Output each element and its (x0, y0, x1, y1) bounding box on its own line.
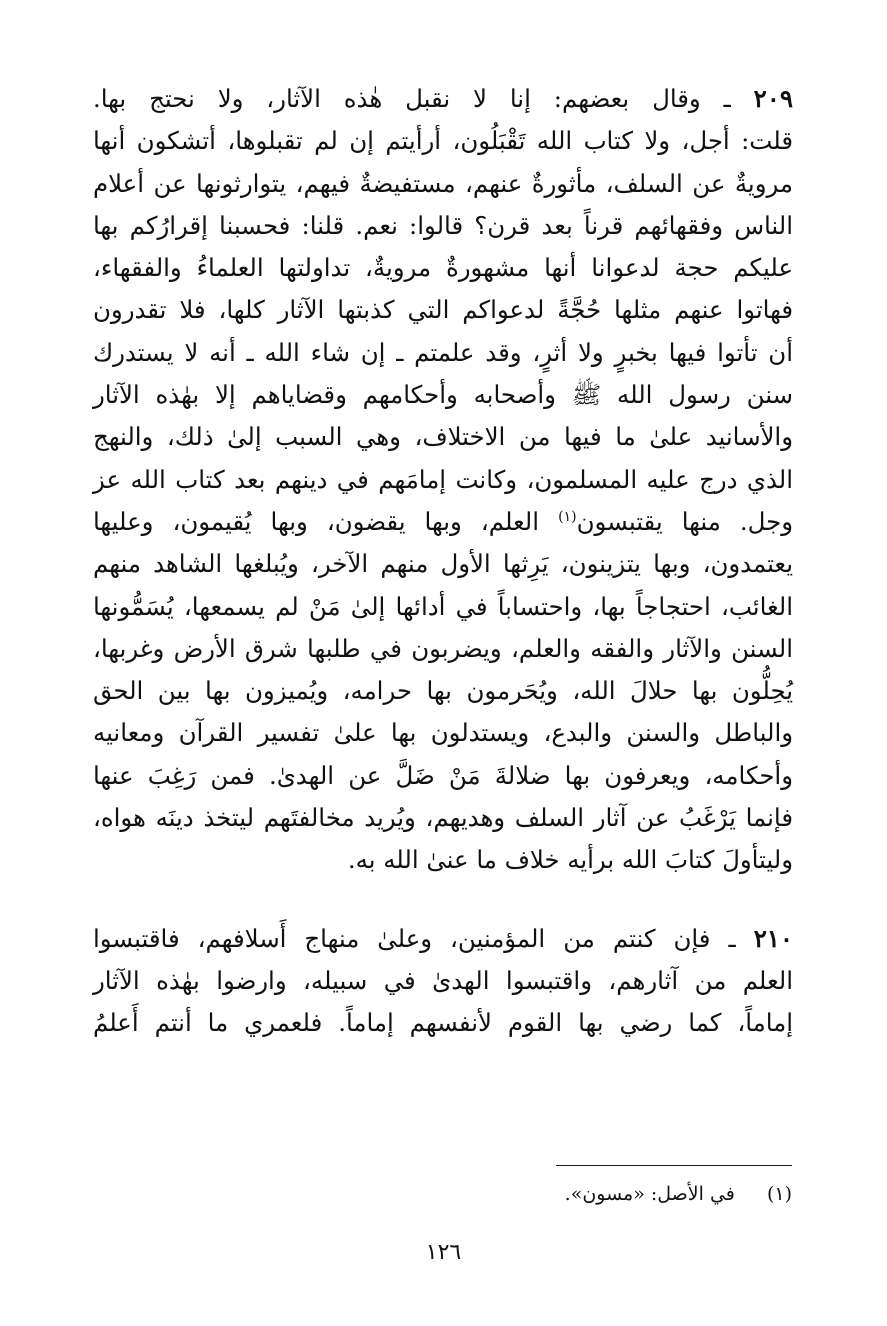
paragraph-209 (93, 78, 793, 882)
paragraph-number: ٢١٠ (753, 923, 793, 953)
text-line: فهاتوا عنهم مثلها حُجَّةً لدعواكم التي كذبتها الآثار كلها، فلا تقدرون (93, 295, 793, 325)
text-line: أن تأتوا فيها بخبرٍ ولا أثرٍ، وقد علمتم ـ إن شاء الله ـ أنه لا يستدرك (93, 337, 793, 367)
text-line: يُحِلُّون بها حلالَ الله، ويُحَرمون بها حرامه، ويُميزون بها بين الحق (93, 676, 793, 706)
text-line: الذي درج عليه المسلمون، وكانت إمامَهم في دينهم بعد كتاب الله عز (93, 464, 793, 494)
text-line: فإنما يَرْغَبُ عن آثار السلف وهديهم، ويُريد مخالفتَهم ليتخذ دينَه هواه، (93, 803, 793, 833)
text-line: وأحكامه، ويعرفون بها ضلالةَ مَنْ ضَلَّ عن الهدىٰ. فمن رَغِبَ عنها (93, 760, 793, 790)
paragraph-gap (93, 882, 793, 918)
text-line: سنن رسول الله ﷺ وأصحابه وأحكامهم وقضاياهم إلا بهٰذه الآثار (93, 380, 793, 410)
footnote-marker: (١) (766, 1183, 792, 1205)
text-line: وجل. منها يقتبسون$^{(١)}$ العلم، وبها يقضون، وبها يُقيمون، وعليها (93, 506, 793, 536)
footnote-text: في الأصل: «مسون». (564, 1183, 735, 1205)
text-line: والباطل والسنن والبدع، ويستدلون بها علىٰ تفسير القرآن ومعانيه (93, 718, 793, 748)
footnote-separator (556, 1165, 792, 1166)
page-number: ١٢٦ (425, 1240, 462, 1265)
page-body (93, 78, 793, 1045)
text-line: السنن والآثار والفقه والعلم، ويضربون في طلبها شرق الأرض وغربها، (93, 633, 793, 663)
text-line: إماماً، كما رضي بها القوم لأنفسهم إماماً. فلعمري ما أنتم أَعلمُ (93, 1008, 793, 1038)
text-line: ٢١٠ ـ فإن كنتم من المؤمنين، وعلىٰ منهاج أَسلافهم، فاقتبسوا (93, 923, 793, 953)
text-line: الغائب، احتجاجاً بها، واحتساباً في أدائها إلىٰ مَنْ لم يسمعها، يُسَمُّونها (93, 591, 793, 621)
text-line: عليكم حجة لدعوانا أنها مشهورةٌ مرويةٌ، تداولتها العلماءُ والفقهاء، (93, 253, 793, 283)
text-line: يعتمدون، وبها يتزينون، يَرِثها الأول منهم الآخر، ويُبلغها الشاهد منهم (93, 549, 793, 579)
text-line: مرويةٌ عن السلف، مأثورةٌ عنهم، مستفيضةٌ فيهم، يتوارثونها عن أعلام (93, 168, 793, 198)
paragraph-number: ٢٠٩ (753, 84, 793, 113)
text-line: قلت: أجل، ولا كتاب الله تَقْبَلُون، أرأيتم إن لم تقبلوها، أتشكون أنها (93, 126, 793, 156)
text-line: والأسانيد علىٰ ما فيها من الاختلاف، وهي السبب إلىٰ ذلك، والنهج (93, 422, 793, 452)
footnote (565, 1180, 792, 1208)
paragraph-210 (93, 918, 793, 1045)
footnote-reference: (١) (558, 508, 577, 525)
text-line: الناس وفقهائهم قرناً بعد قرن؟ قالوا: نعم. قلنا: فحسبنا إقرارُكم بها (93, 210, 793, 240)
text-line: وليتأولَ كتابَ الله برأيه خلاف ما عنىٰ الله به. (347, 845, 793, 875)
text-line: العلم من آثارهم، واقتبسوا الهدىٰ في سبيله، وارضوا بهٰذه الآثار (93, 965, 793, 995)
text-line: ٢٠٩ ـ وقال بعضهم: إنا لا نقبل هٰذه الآثار، ولا نحتج بها. (93, 84, 793, 113)
